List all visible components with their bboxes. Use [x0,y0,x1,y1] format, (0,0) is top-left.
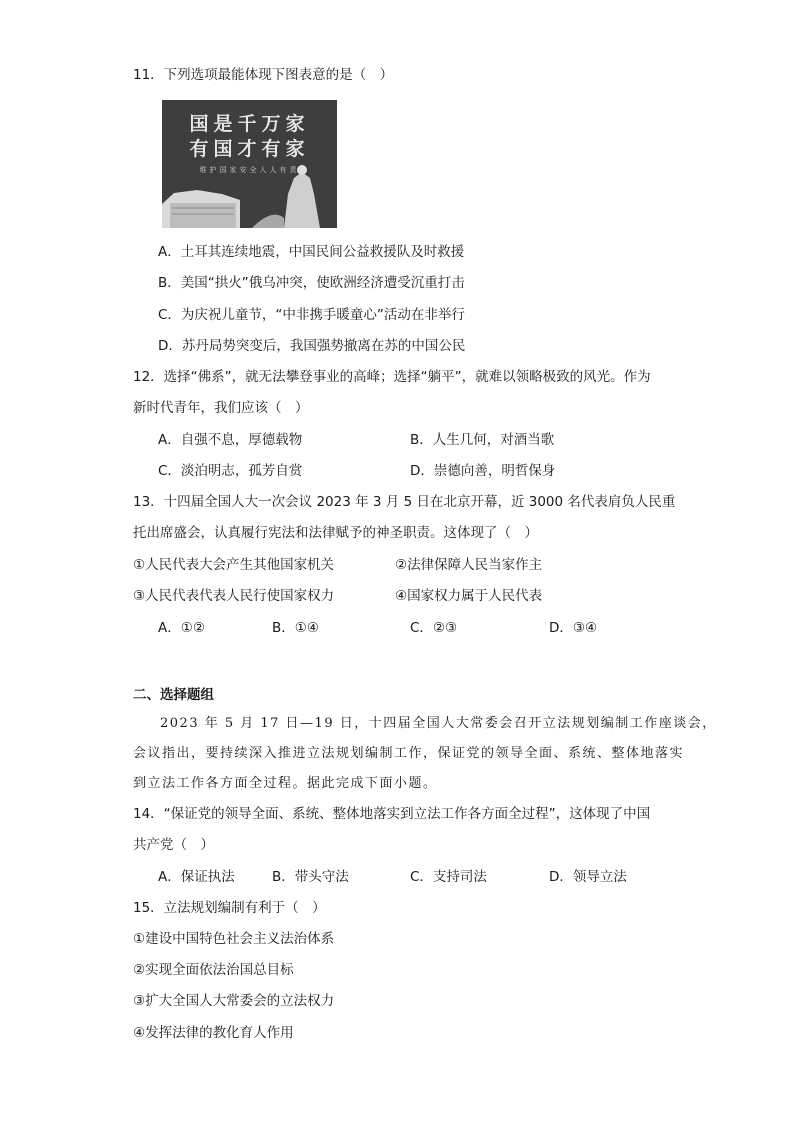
q11-option-c: C．为庆祝儿童节，“中非携手暖童心”活动在非举行 [158,307,465,323]
q13-stem-line2: 托出席盛会，认真履行宪法和法律赋予的神圣职责。这体现了（ ） [133,525,538,541]
q13-stem-line1: 13．十四届全国人大一次会议 2023 年 3 月 5 日在北京开幕，近 3000 名代表肩负人民重 [133,494,676,510]
q11-stem: 11．下列选项最能体现下图表意的是（ ） [133,67,394,83]
q12-option-d: D．崇德向善，明哲保身 [410,463,556,479]
material-line2: 会议指出，要持续深入推进立法规划编制工作，保证党的领导全面、系统、整体地落实 [133,746,685,761]
q15-item-4: ④发挥法律的教化育人作用 [133,1025,294,1041]
q12-option-a: A．自强不息，厚德载物 [158,432,303,448]
material-line3: 到立法工作各方面全过程。据此完成下面小题。 [133,776,438,791]
poster-title-line1: 国是千万家 [189,113,310,135]
q13-option-c: C．②③ [410,620,458,636]
q13-item-1: ①人民代表大会产生其他国家机关 [133,557,335,573]
q15-item-1: ①建设中国特色社会主义法治体系 [133,931,335,947]
q11-option-a: A．土耳其连续地震，中国民间公益救援队及时救援 [158,244,465,260]
q12-stem-line2: 新时代青年，我们应该（ ） [133,400,309,416]
q13-option-d: D．③④ [549,620,598,636]
q11-option-d: D．苏丹局势突变后，我国强势撤离在苏的中国公民 [158,338,466,354]
q15-item-3: ③扩大全国人大常委会的立法权力 [133,993,335,1009]
q14-option-b: B．带头守法 [272,869,349,885]
q12-option-b: B．人生几何，对酒当歌 [410,432,555,448]
q13-item-4: ④国家权力属于人民代表 [395,588,543,604]
poster-caption: 维护国家安全人人有责 [199,166,300,174]
q13-item-3: ③人民代表代表人民行使国家权力 [133,588,335,604]
q12-stem-line1: 12．选择“佛系”，就无法攀登事业的高峰；选择“躺平”，就难以领略极致的风光。作为 [133,369,651,385]
q14-stem-line1: 14．“保证党的领导全面、系统、整体地落实到立法工作各方面全过程”，这体现了中国 [133,806,651,822]
q13-option-b: B．①④ [272,620,319,636]
q11-poster-image [162,100,337,228]
q15-item-2: ②实现全面依法治国总目标 [133,962,294,978]
q12-option-c: C．淡泊明志，孤芳自赏 [158,463,303,479]
section-heading: 二、选择题组 [133,687,214,703]
q13-item-2: ②法律保障人民当家作主 [395,557,543,573]
material-line1: 2023 年 5 月 17 日—19 日，十四届全国人大常委会召开立法规划编制工作座谈会， [160,716,717,731]
q14-option-c: C．支持司法 [410,869,487,885]
q14-option-d: D．领导立法 [549,869,627,885]
q13-option-a: A．①② [158,620,205,636]
q11-option-b: B．美国“拱火”俄乌冲突，使欧洲经济遭受沉重打击 [158,275,465,291]
q14-stem-line2: 共产党（ ） [133,837,214,853]
q15-stem: 15．立法规划编制有利于（ ） [133,900,326,916]
poster-title-line2: 有国才有家 [189,138,310,160]
q14-option-a: A．保证执法 [158,869,235,885]
